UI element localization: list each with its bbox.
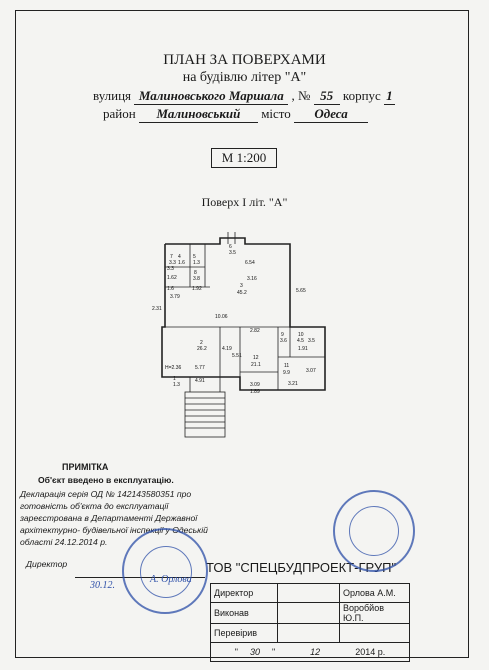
dim-label: 1.92 xyxy=(192,286,202,292)
room-number: 5 xyxy=(193,254,196,260)
room-number: 7 xyxy=(170,254,173,260)
address-line xyxy=(93,88,395,105)
note-line: готовність об'єкта до експлуатації xyxy=(20,501,169,511)
date-month: 12 xyxy=(286,647,345,658)
dim-label: 4.91 xyxy=(195,378,205,384)
name-cell: Воробйов Ю.П. xyxy=(340,603,410,624)
room-number: 11 xyxy=(284,363,290,369)
room-area: 4.5 xyxy=(297,338,304,344)
title-block-row xyxy=(211,603,410,624)
city-label: місто xyxy=(261,106,291,121)
dim-label: 3.07 xyxy=(306,368,316,374)
date-year: 2014 р. xyxy=(355,646,386,657)
signature-cell xyxy=(278,624,340,643)
note-line: області 24.12.2014 р. xyxy=(20,537,108,547)
signature-cell xyxy=(278,603,340,624)
room-area: 9.9 xyxy=(283,370,290,376)
title-block-row xyxy=(211,643,410,662)
note-line: зареєстрована в Департаменті Державної xyxy=(20,513,198,523)
room-area: 45.2 xyxy=(237,290,247,296)
room-number: 8 xyxy=(194,270,197,276)
company-name: ТОВ "СПЕЦБУДПРОЕКТ-ГРУП" xyxy=(206,560,397,575)
room-area: 1.3 xyxy=(193,260,200,266)
dim-label: 1.6 xyxy=(167,286,174,292)
room-area: 3.8 xyxy=(193,276,200,282)
title-block xyxy=(210,583,410,662)
city-value: Одеса xyxy=(294,106,368,123)
name-cell: Орлова А.М. xyxy=(340,584,410,603)
signature-cell xyxy=(278,584,340,603)
room-number: 4 xyxy=(178,254,181,260)
dim-label: 1.91 xyxy=(298,346,308,352)
dim-label: 5.65 xyxy=(296,288,306,294)
building-label: корпус xyxy=(342,88,381,103)
dim-label: 3.5 xyxy=(229,250,236,256)
role-cell: Директор xyxy=(211,584,278,603)
date-day: 30 xyxy=(238,647,272,658)
house-number: 55 xyxy=(314,88,340,105)
dim-label: H=2.36 xyxy=(165,365,182,371)
note-line: архітектурно- будівельної інспекції у Одеській xyxy=(20,525,208,535)
room-area: 26.2 xyxy=(197,346,207,352)
room-area: 1.6 xyxy=(178,260,185,266)
title-block-row xyxy=(211,624,410,643)
dim-label: 5.77 xyxy=(195,365,205,371)
outer-wall xyxy=(162,238,325,390)
room-area: 3.3 xyxy=(169,260,176,266)
dim-label: 3.21 xyxy=(288,381,298,387)
dim-label: 3.3 xyxy=(167,266,174,272)
director-label: Директор xyxy=(26,559,68,569)
street-label: вулиця xyxy=(93,88,132,103)
street-value: Малиновського Маршала xyxy=(134,88,288,105)
seal-signature-name: А. Орлова xyxy=(150,574,192,585)
page-title: ПЛАН ЗА ПОВЕРХАМИ xyxy=(163,52,326,68)
room-number: 10 xyxy=(298,332,304,338)
dim-label: 1.89 xyxy=(250,389,260,395)
room-number: 9 xyxy=(281,332,284,338)
note-title: ПРИМІТКА xyxy=(62,462,109,472)
floor-title: Поверх І літ. "А" xyxy=(201,195,288,209)
note-line: Декларація серія ОД № 142143580351 про xyxy=(20,489,192,499)
district-line xyxy=(103,106,368,123)
district-label: район xyxy=(103,106,136,121)
room-number: 1 xyxy=(173,376,176,382)
dim-label: 4.19 xyxy=(222,346,232,352)
room-number: 6 xyxy=(229,244,232,250)
title-block-row xyxy=(211,584,410,603)
expert-seal xyxy=(333,490,415,572)
room-area: 3.6 xyxy=(280,338,287,344)
name-cell xyxy=(340,624,410,643)
dim-label: 2.31 xyxy=(152,306,162,312)
room-number: 12 xyxy=(253,355,259,361)
district-value: Малиновський xyxy=(139,106,258,123)
dim-label: 2.82 xyxy=(250,328,260,334)
role-cell: Виконав xyxy=(211,603,278,624)
dim-label: 6.54 xyxy=(245,260,255,266)
dim-label: 3.16 xyxy=(247,276,257,282)
dim-label: 3.09 xyxy=(250,382,260,388)
room-area: 1.3 xyxy=(173,382,180,388)
room-number: 2 xyxy=(200,340,203,346)
date-cell: " 30 " 12 2014 р. xyxy=(211,643,410,662)
dim-label: 10.06 xyxy=(215,314,228,320)
room-area: 3.5 xyxy=(308,338,315,344)
signature-date: 30.12. xyxy=(90,580,115,591)
room-area: 21.1 xyxy=(251,362,261,368)
building-value: 1 xyxy=(386,88,393,103)
role-cell: Перевірив xyxy=(211,624,278,643)
room-number: 3 xyxy=(240,283,243,289)
dim-label: 5.51 xyxy=(232,353,242,359)
company-seal xyxy=(122,528,208,614)
dim-label: 1.62 xyxy=(167,275,177,281)
dim-label: 3.79 xyxy=(170,294,180,300)
number-separator: , № xyxy=(291,88,311,103)
floor-plan xyxy=(150,232,330,442)
page-subtitle: на будівлю літер "А" xyxy=(182,70,307,85)
note-line: Об'єкт введено в експлуатацію. xyxy=(38,475,174,485)
scale-box: М 1:200 xyxy=(211,148,277,168)
